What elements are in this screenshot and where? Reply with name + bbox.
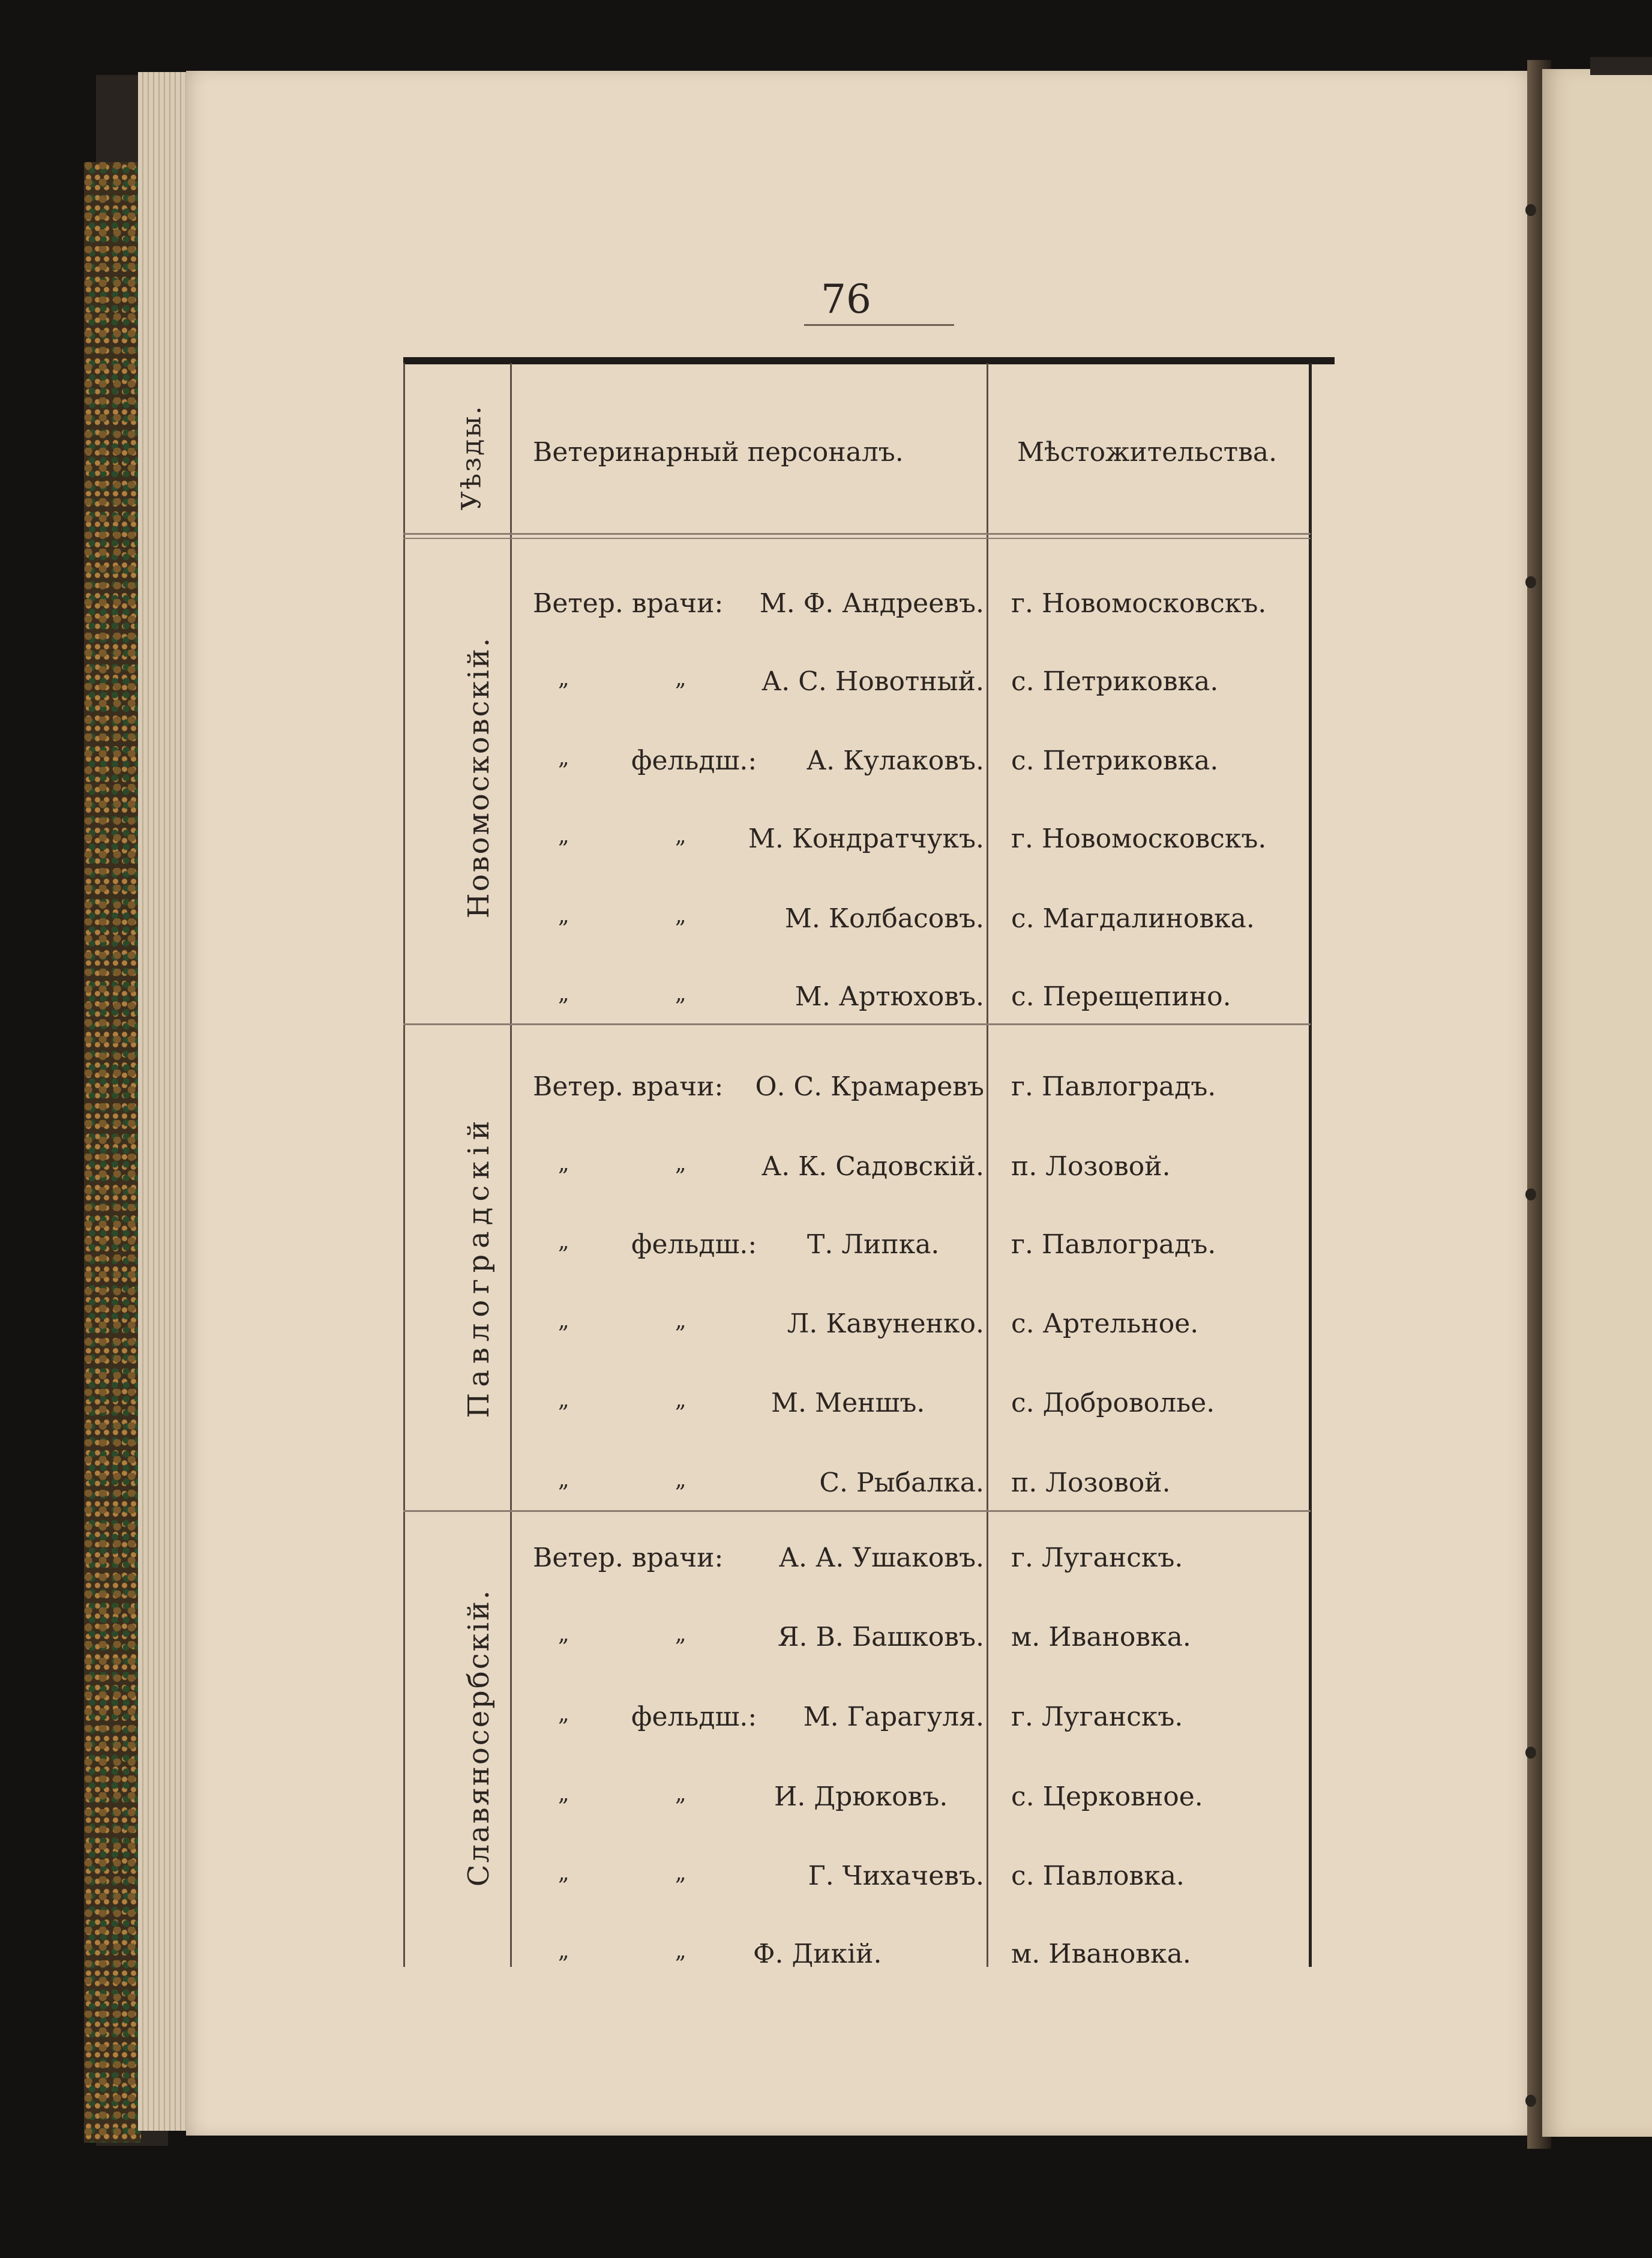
row-name: Г. Чихачевъ. [808, 1861, 984, 1891]
row-label: Ветер. врачи: [533, 1071, 724, 1102]
row-label: Ветер. врачи: [533, 1543, 724, 1573]
row-name: С. Рыбалка. [819, 1468, 984, 1498]
cover-top-edge [1590, 57, 1652, 75]
ditto-mark: „ [558, 823, 569, 848]
row-name: Т. Липка. [807, 1229, 940, 1260]
ditto-mark: „ [675, 823, 686, 848]
ditto-mark: „ [558, 1229, 569, 1254]
binding-stitch [1525, 1188, 1536, 1200]
header-residence: Мѣстожительства. [1017, 437, 1278, 468]
ditto-mark: „ [558, 1939, 569, 1963]
row-name: М. Артюховъ. [794, 981, 984, 1012]
ditto-mark: „ [675, 1861, 686, 1885]
row-name: Я. В. Башковъ. [777, 1622, 984, 1652]
row-name: М. Ф. Андреевъ. [759, 588, 984, 619]
binding-stitch [1525, 1747, 1536, 1759]
row-place: с. Магдалиновка. [1011, 903, 1255, 934]
row-place: г. Павлоградъ. [1011, 1229, 1216, 1260]
ditto-mark: „ [558, 1781, 569, 1806]
row-place: п. Лозовой. [1011, 1468, 1171, 1498]
ditto-mark: „ [558, 1468, 569, 1492]
row-place: м. Ивановка. [1011, 1622, 1191, 1652]
row-label: фельдш.: [631, 1702, 757, 1732]
row-name: М. Меншъ. [771, 1388, 925, 1418]
table-left-border [403, 363, 405, 1967]
ditto-mark: „ [675, 1308, 686, 1333]
ditto-mark: „ [675, 981, 686, 1006]
table-top-rule [403, 357, 1335, 364]
row-place: г. Луганскъ. [1011, 1543, 1183, 1573]
ditto-mark: „ [558, 745, 569, 770]
row-name: М. Кондратчукъ. [748, 823, 984, 854]
row-place: с. Павловка. [1011, 1861, 1185, 1891]
ditto-mark: „ [558, 1308, 569, 1333]
row-place: м. Ивановка. [1011, 1939, 1191, 1969]
group-divider [403, 1510, 1311, 1512]
row-place: с. Доброволье. [1011, 1388, 1215, 1418]
row-name: М. Гарагуля. [803, 1702, 984, 1732]
ditto-mark: „ [675, 1622, 686, 1646]
header-personnel: Ветеринарный персоналъ. [533, 437, 904, 468]
uezd-novomoskovsky: Новомосковскiй. [462, 636, 496, 919]
page-number-rule [804, 324, 954, 326]
row-name: И. Дрюковъ. [774, 1781, 948, 1812]
row-name: Ф. Дикiй. [753, 1939, 882, 1969]
column-divider [987, 363, 988, 1967]
row-label: фельдш.: [631, 745, 757, 776]
row-place: с. Петриковка. [1011, 666, 1219, 697]
row-name: О. С. Крамаревъ [755, 1071, 984, 1102]
row-place: г. Луганскъ. [1011, 1702, 1183, 1732]
row-name: Л. Кавуненко. [787, 1308, 984, 1339]
header-rule [403, 533, 1311, 535]
row-place: п. Лозовой. [1011, 1151, 1171, 1182]
row-name: М. Колбасовъ. [784, 903, 984, 934]
row-place: с. Артельное. [1011, 1308, 1199, 1339]
ditto-mark: „ [675, 1468, 686, 1492]
row-place: г. Новомосковскъ. [1011, 823, 1267, 854]
ditto-mark: „ [558, 666, 569, 691]
ditto-mark: „ [675, 903, 686, 928]
row-label: Ветер. врачи: [533, 588, 724, 619]
row-label: фельдш.: [631, 1229, 757, 1260]
row-place: с. Петриковка. [1011, 745, 1219, 776]
group-divider [403, 1023, 1311, 1025]
row-name: А. Кулаковъ. [806, 745, 984, 776]
row-name: А. С. Новотный. [761, 666, 984, 697]
row-name: А. К. Садовскiй. [761, 1151, 984, 1182]
ditto-mark: „ [558, 903, 569, 928]
binding-stitch [1525, 2095, 1536, 2107]
row-place: с. Перещепино. [1011, 981, 1231, 1012]
uezd-slavyanoserbsky: Славяносербскiй. [462, 1588, 496, 1887]
column-divider [510, 363, 512, 1967]
header-rule-double [403, 538, 1311, 539]
ditto-mark: „ [558, 1622, 569, 1646]
ditto-mark: „ [675, 666, 686, 691]
ditto-mark: „ [675, 1151, 686, 1176]
binding-stitch [1525, 204, 1536, 216]
row-place: г. Новомосковскъ. [1011, 588, 1267, 619]
page-number: 76 [821, 276, 871, 322]
binding-stitch [1525, 576, 1536, 588]
ditto-mark: „ [558, 981, 569, 1006]
ditto-mark: „ [675, 1388, 686, 1412]
row-place: с. Церковное. [1011, 1781, 1203, 1812]
book-page [186, 71, 1539, 2136]
ditto-mark: „ [558, 1702, 569, 1726]
header-uezd: Уѣзды. [456, 404, 487, 511]
row-name: А. А. Ушаковъ. [778, 1543, 984, 1573]
table-right-border [1309, 363, 1312, 1967]
ditto-mark: „ [558, 1388, 569, 1412]
row-place: г. Павлоградъ. [1011, 1071, 1216, 1102]
marbled-cover [84, 162, 141, 2143]
ditto-mark: „ [558, 1861, 569, 1885]
ditto-mark: „ [558, 1151, 569, 1176]
ditto-mark: „ [675, 1939, 686, 1963]
facing-page [1542, 69, 1652, 2137]
uezd-pavlogradsky: Павлоградскiй [462, 1115, 496, 1418]
ditto-mark: „ [675, 1781, 686, 1806]
